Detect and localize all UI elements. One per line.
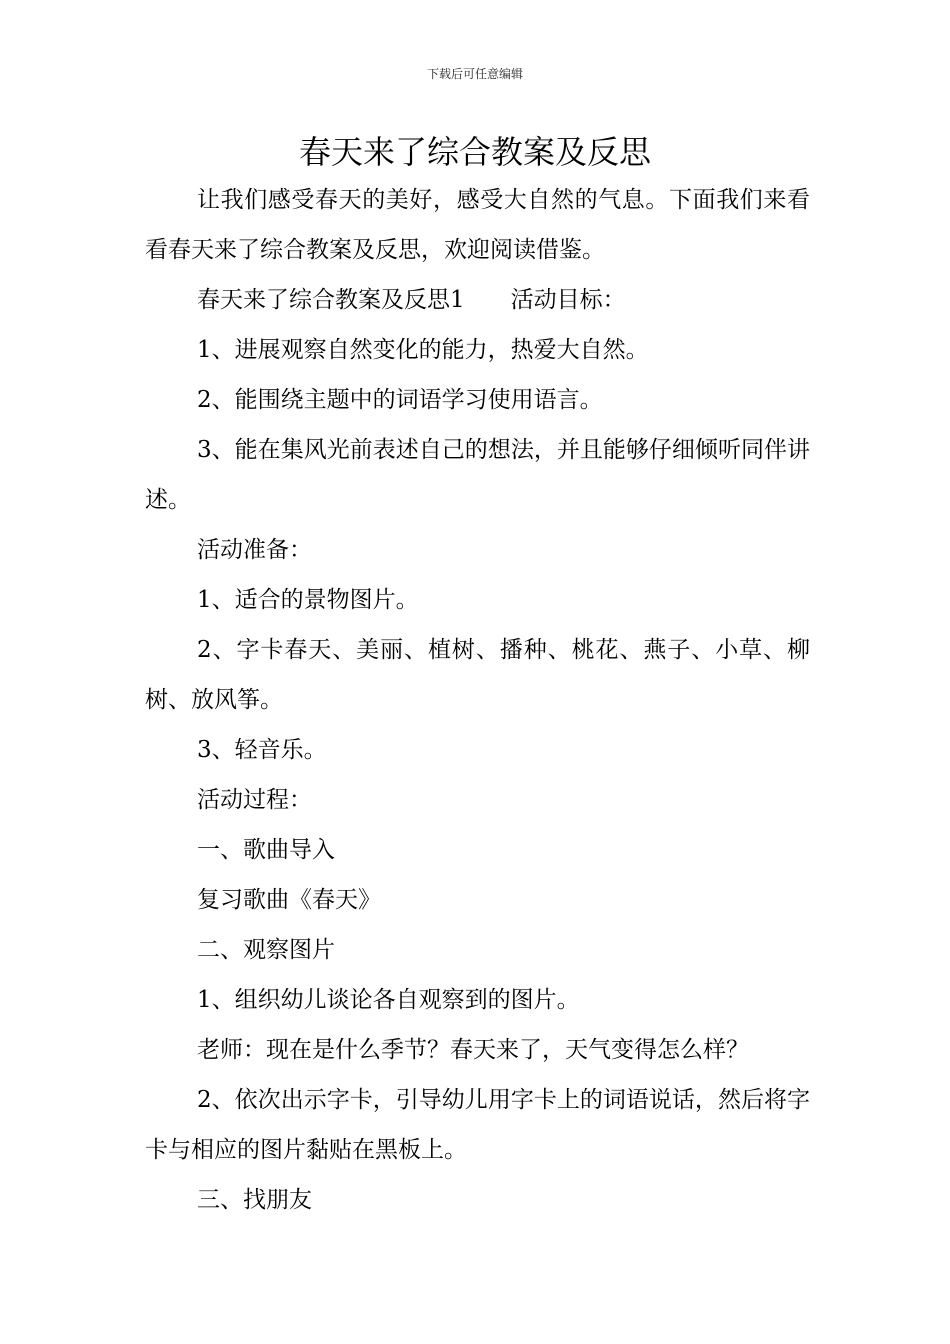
paragraph-step-2-item-1: 1、组织幼儿谈论各自观察到的图片。 xyxy=(197,987,580,1013)
document-body xyxy=(145,175,810,1225)
paragraph-preparation-2: 2、字卡春天、美丽、植树、播种、桃花、燕子、小草、柳树、放风筝。 xyxy=(145,637,810,713)
paragraph-intro: 让我们感受春天的美好，感受大自然的气息。下面我们来看看春天来了综合教案及反思，欢迎阅读借鉴。 xyxy=(145,187,810,263)
paragraph-goal-1: 1、进展观察自然变化的能力，热爱大自然。 xyxy=(197,337,649,363)
paragraph-step-2-item-2: 2、依次出示字卡，引导幼儿用字卡上的词语说话，然后将字卡与相应的图片黏贴在黑板上。 xyxy=(145,1087,810,1163)
paragraph-preparation-3: 3、轻音乐。 xyxy=(197,737,327,763)
paragraph-step-3: 三、找朋友 xyxy=(197,1187,312,1213)
paragraph-goal-2: 2、能围绕主题中的词语学习使用语言。 xyxy=(197,387,603,413)
paragraph-goal-3: 3、能在集风光前表述自己的想法，并且能够仔细倾听同伴讲述。 xyxy=(145,437,810,513)
paragraph-step-2: 二、观察图片 xyxy=(197,937,335,963)
header-note: 下载后可任意编辑 xyxy=(426,67,523,81)
paragraph-teacher-question: 老师：现在是什么季节？春天来了，天气变得怎么样？ xyxy=(197,1037,749,1063)
paragraph-step-1-detail: 复习歌曲《春天》 xyxy=(197,887,381,913)
paragraph-process-heading: 活动过程： xyxy=(197,787,312,813)
document-title: 春天来了综合教案及反思 xyxy=(298,133,651,171)
paragraph-section-heading: 春天来了综合教案及反思1 活动目标： xyxy=(197,287,626,313)
paragraph-preparation-1: 1、适合的景物图片。 xyxy=(197,587,419,613)
paragraph-preparation-heading: 活动准备： xyxy=(197,537,312,563)
paragraph-step-1: 一、歌曲导入 xyxy=(197,837,335,863)
